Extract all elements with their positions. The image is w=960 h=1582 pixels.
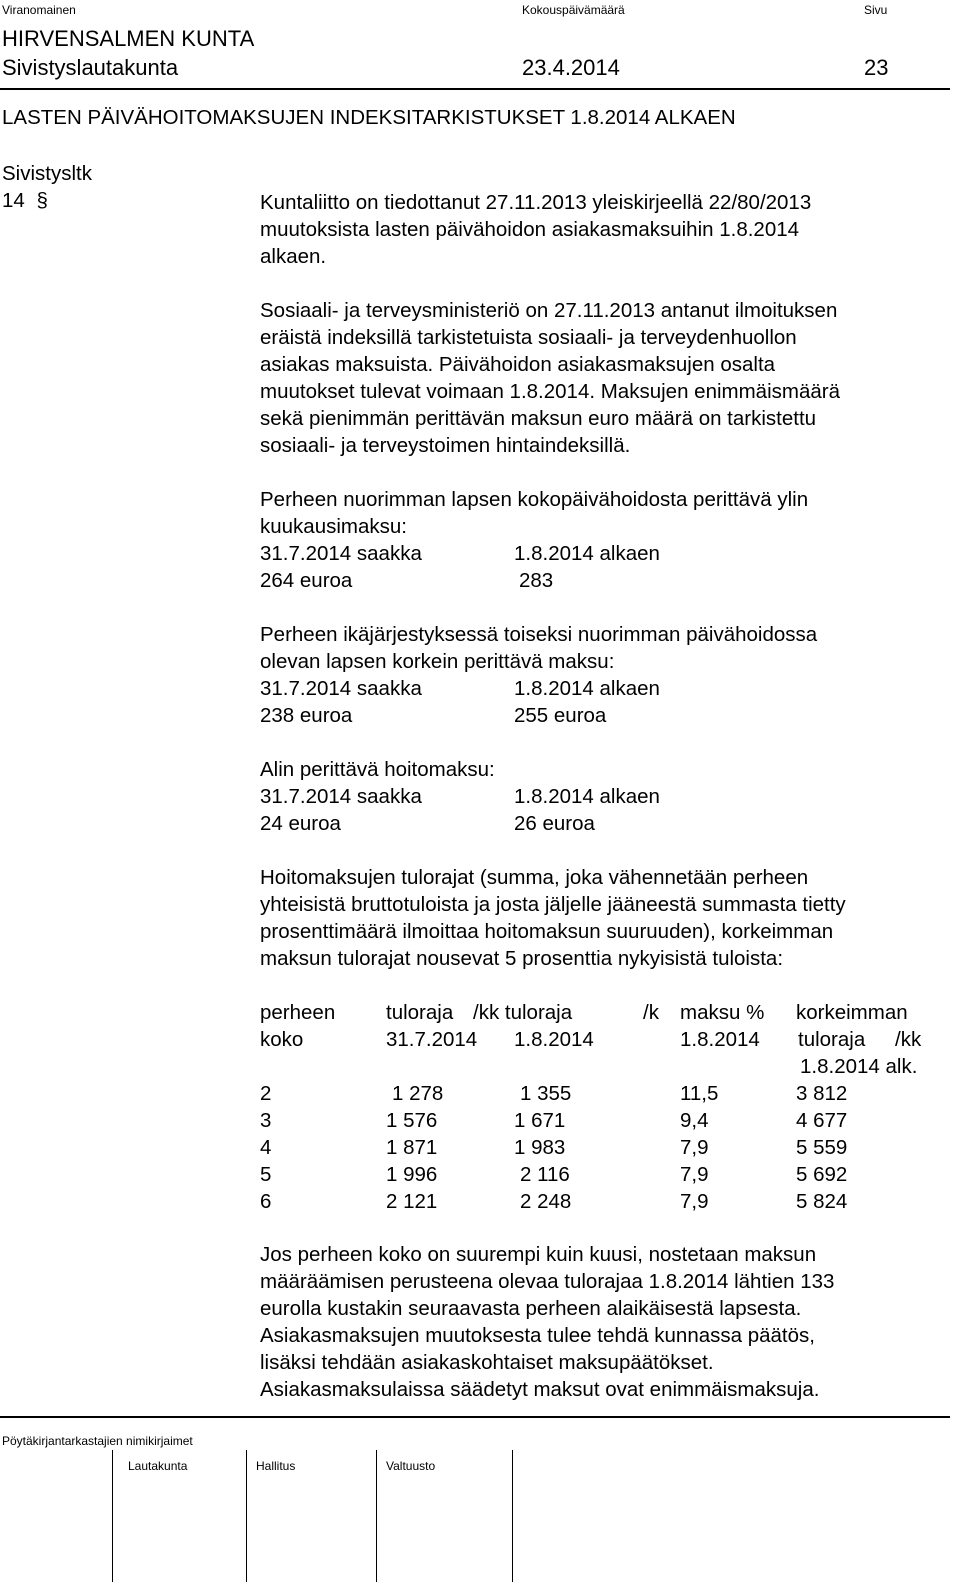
table-header-cell: 1.8.2014 alk.	[800, 1055, 918, 1078]
table-cell: 1 983	[514, 1136, 566, 1159]
table-cell: 11,5	[680, 1082, 719, 1105]
signature-label: Pöytäkirjantarkastajien nimikirjaimet	[2, 1434, 193, 1448]
table-header-cell: perheen	[260, 1001, 336, 1024]
p2-line: Sosiaali- ja terveysministeriö on 27.11.2013 antanut ilmoituksen	[260, 299, 838, 322]
p3-old-value: 264 euroa	[260, 569, 353, 592]
p4-until-label: 31.7.2014 saakka	[260, 677, 422, 700]
p7-line: määräämisen perusteena olevaa tulorajaa 1.8.2014 lähtien 133	[260, 1270, 835, 1293]
paragraph-5	[260, 756, 495, 783]
p7-line: Asiakasmaksujen muutoksesta tulee tehdä kunnassa päätös,	[260, 1324, 815, 1347]
p3-until-label: 31.7.2014 saakka	[260, 542, 422, 565]
p3-line: Perheen nuorimman lapsen kokopäivähoidosta perittävä ylin	[260, 488, 809, 511]
footer-council-label: Valtuusto	[386, 1459, 436, 1473]
table-cell: 2 116	[520, 1163, 570, 1186]
table-cell: 2 121	[386, 1190, 438, 1213]
table-cell: 3 812	[796, 1082, 848, 1105]
p4-new-value: 255 euroa	[514, 704, 607, 727]
table-cell: 3	[260, 1109, 272, 1132]
header-authority-label: Viranomainen	[2, 3, 76, 17]
table-header-cell: koko	[260, 1028, 304, 1051]
page-number: 23	[864, 55, 889, 80]
p4-line: Perheen ikäjärjestyksessä toiseksi nuorimman päivähoidossa	[260, 623, 818, 646]
table-cell: 5 692	[796, 1163, 848, 1186]
footer-column-divider	[512, 1450, 513, 1582]
footer-column-divider	[112, 1450, 113, 1582]
footer-column-divider	[246, 1450, 247, 1582]
section-body: Sivistysltk	[2, 162, 92, 185]
p4-line: olevan lapsen korkein perittävä maksu:	[260, 650, 615, 673]
p6-line: yhteisistä bruttotuloista ja josta jäljelle jääneestä summasta tietty	[260, 893, 846, 916]
table-header-cell: tuloraja	[386, 1001, 454, 1024]
table-cell: 7,9	[680, 1136, 709, 1159]
section-number-value: 14	[2, 189, 25, 212]
table-cell: 1 871	[386, 1136, 438, 1159]
table-header-cell: 1.8.2014	[680, 1028, 760, 1051]
municipality-name: HIRVENSALMEN KUNTA	[2, 26, 255, 51]
paragraph-6	[260, 864, 846, 972]
p1-line: alkaen.	[260, 245, 327, 268]
table-cell: 5	[260, 1163, 272, 1186]
p6-line: Hoitomaksujen tulorajat (summa, joka vähennetään perheen	[260, 866, 809, 889]
paragraph-7	[260, 1241, 834, 1403]
header-page-label: Sivu	[864, 3, 888, 17]
table-header-cell: maksu %	[680, 1001, 765, 1024]
p6-line: prosenttimäärä ilmoittaa hoitomaksun suuruuden), korkeimman	[260, 920, 834, 943]
p2-line: eräistä indeksillä tarkistetuista sosiaali- ja terveydenhuollon	[260, 326, 797, 349]
p4-from-label: 1.8.2014 alkaen	[514, 677, 660, 700]
table-cell: 4	[260, 1136, 272, 1159]
p7-line: Jos perheen koko on suurempi kuin kuusi, nostetaan maksun	[260, 1243, 817, 1266]
p5-line: Alin perittävä hoitomaksu:	[260, 758, 495, 781]
table-cell: 1 278	[392, 1082, 444, 1105]
p3-new-value: 283	[519, 569, 554, 592]
footer-divider	[0, 1416, 950, 1418]
table-cell: 6	[260, 1190, 272, 1213]
paragraph-2	[260, 297, 840, 459]
p5-old-value: 24 euroa	[260, 812, 341, 835]
p2-line: sosiaali- ja terveystoimen hintaindeksillä.	[260, 434, 631, 457]
table-cell: 1 671	[514, 1109, 566, 1132]
table-header-cell: 1.8.2014	[514, 1028, 594, 1051]
table-cell: 1 996	[386, 1163, 438, 1186]
p7-line: Asiakasmaksulaissa säädetyt maksut ovat enimmäismaksuja.	[260, 1378, 820, 1401]
footer-government-label: Hallitus	[256, 1459, 296, 1473]
p2-line: asiakas maksuista. Päivähoidon asiakasmaksujen osalta	[260, 353, 776, 376]
p1-line: Kuntaliitto on tiedottanut 27.11.2013 yleiskirjeellä 22/80/2013	[260, 191, 812, 214]
header-divider	[0, 88, 950, 90]
header-meeting-date-label: Kokouspäivämäärä	[522, 3, 625, 17]
board-name: Sivistyslautakunta	[2, 55, 179, 80]
table-header-cell: korkeimman	[796, 1001, 908, 1024]
table-cell: 5 559	[796, 1136, 848, 1159]
p3-from-label: 1.8.2014 alkaen	[514, 542, 660, 565]
table-cell: 7,9	[680, 1190, 709, 1213]
table-cell: 1 355	[520, 1082, 572, 1105]
p7-line: eurolla kustakin seuraavasta perheen alaikäisestä lapsesta.	[260, 1297, 802, 1320]
meeting-date: 23.4.2014	[522, 55, 620, 80]
table-header-cell: /kk	[895, 1028, 922, 1051]
footer-column-divider	[376, 1450, 377, 1582]
table-cell: 4 677	[796, 1109, 848, 1132]
p7-line: lisäksi tehdään asiakaskohtaiset maksupäätökset.	[260, 1351, 714, 1374]
paragraph-sign: §	[36, 189, 48, 212]
table-header-cell: tuloraja	[798, 1028, 866, 1051]
table-header-cell: /k	[643, 1001, 659, 1024]
p6-line: maksun tulorajat nousevat 5 prosenttia nykyisistä tuloista:	[260, 947, 784, 970]
table-cell: 2	[260, 1082, 272, 1105]
paragraph-4	[260, 621, 817, 675]
table-header-cell: /kk tuloraja	[473, 1001, 573, 1024]
table-cell: 7,9	[680, 1163, 709, 1186]
p2-line: muutokset tulevat voimaan 1.8.2014. Maksujen enimmäismäärä	[260, 380, 840, 403]
table-cell: 9,4	[680, 1109, 709, 1132]
p3-line: kuukausimaksu:	[260, 515, 407, 538]
table-header-cell: 31.7.2014	[386, 1028, 478, 1051]
p4-old-value: 238 euroa	[260, 704, 353, 727]
p5-from-label: 1.8.2014 alkaen	[514, 785, 660, 808]
document-title: LASTEN PÄIVÄHOITOMAKSUJEN INDEKSITARKISTUKSET 1.8.2014 ALKAEN	[2, 106, 736, 129]
table-cell: 2 248	[520, 1190, 572, 1213]
paragraph-3	[260, 486, 808, 540]
section-number	[2, 189, 48, 213]
footer-board-label: Lautakunta	[128, 1459, 188, 1473]
table-cell: 1 576	[386, 1109, 438, 1132]
p1-line: muutoksista lasten päivähoidon asiakasmaksuihin 1.8.2014	[260, 218, 800, 241]
paragraph-1	[260, 189, 811, 270]
table-cell: 5 824	[796, 1190, 848, 1213]
p5-until-label: 31.7.2014 saakka	[260, 785, 422, 808]
p2-line: sekä pienimmän perittävän maksun euro määrä on tarkistettu	[260, 407, 817, 430]
p5-new-value: 26 euroa	[514, 812, 595, 835]
